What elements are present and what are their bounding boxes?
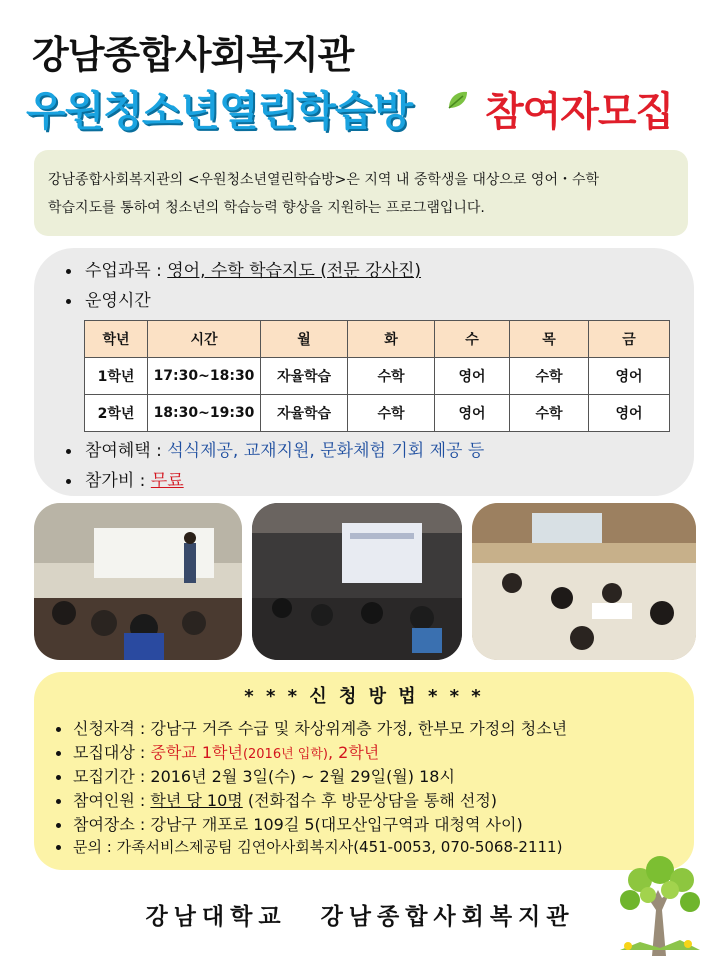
subject-value: 영어, 수학 학습지도 (전문 강사진)	[167, 261, 422, 281]
study-photo	[472, 503, 696, 660]
header-cell: 학년	[85, 321, 148, 358]
schedule-header-row	[85, 321, 670, 358]
target-grade-2: , 2학년	[327, 743, 380, 762]
target-grade-1: 중학교 1학년	[150, 743, 243, 762]
header-cell: 월	[261, 321, 348, 358]
header-cell: 금	[589, 321, 670, 358]
program-info-box	[34, 248, 694, 496]
footer-welfare-center: 강남종합사회복지관	[320, 904, 575, 930]
count-row	[56, 788, 497, 811]
org-title: 강남종합사회복지관	[32, 33, 354, 77]
schedule-table	[84, 320, 670, 432]
period-label: 모집기간 :	[73, 767, 151, 786]
intro-line-2: 학습지도를 통하여 청소년의 학습능력 향상을 지원하는 프로그램입니다.	[48, 200, 485, 216]
place-row	[56, 812, 523, 835]
benefit-row	[66, 436, 484, 461]
contact-row	[56, 836, 562, 857]
hours-label: 운영시간	[85, 291, 151, 311]
leaf-icon	[445, 88, 471, 114]
fee-label: 참가비 :	[85, 471, 151, 491]
place-value: 강남구 개포로 109길 5(대모산입구역과 대청역 사이)	[150, 815, 523, 834]
fee-row	[66, 466, 184, 491]
target-row	[56, 740, 379, 763]
benefit-value: 석식제공, 교재지원, 문화체험 기회 제공 등	[167, 441, 485, 461]
header-cell: 목	[510, 321, 589, 358]
table-row	[85, 358, 670, 395]
benefit-label: 참여혜택 :	[85, 441, 168, 461]
count-value: 학년 당 10명	[150, 791, 243, 810]
table-cell: 17:30~18:30	[148, 358, 261, 395]
table-cell: 수학	[510, 395, 589, 432]
table-cell: 18:30~19:30	[148, 395, 261, 432]
header-cell: 수	[435, 321, 510, 358]
footer-university: 강남대학교	[145, 904, 287, 930]
fee-value: 무료	[150, 471, 184, 491]
tree-icon	[600, 850, 716, 956]
header-cell: 화	[348, 321, 435, 358]
application-title: * * * 신 청 방 법 * * *	[244, 686, 484, 707]
place-label: 참여장소 :	[73, 815, 151, 834]
table-cell: 수학	[348, 358, 435, 395]
classroom-photo	[34, 503, 242, 660]
table-cell: 영어	[435, 395, 510, 432]
table-cell: 영어	[589, 358, 670, 395]
application-box	[34, 672, 694, 870]
header-cell: 시간	[148, 321, 261, 358]
eligibility-row	[56, 716, 567, 739]
hours-row	[66, 286, 151, 311]
subject-label: 수업과목 :	[85, 261, 168, 281]
table-cell: 자율학습	[261, 358, 348, 395]
table-row	[85, 395, 670, 432]
count-note: (전화접수 후 방문상담을 통해 선정)	[242, 791, 498, 810]
contact-value: 가족서비스제공팀 김연아사회복지사(451-0053, 070-5068-2111)	[116, 838, 563, 856]
table-cell: 1학년	[85, 358, 148, 395]
table-cell: 수학	[510, 358, 589, 395]
table-cell: 영어	[589, 395, 670, 432]
period-row	[56, 764, 455, 787]
table-cell: 수학	[348, 395, 435, 432]
table-cell: 영어	[435, 358, 510, 395]
intro-text	[48, 166, 674, 222]
table-cell: 자율학습	[261, 395, 348, 432]
table-cell: 2학년	[85, 395, 148, 432]
recruit-title: 참여자모집	[485, 89, 674, 135]
target-year-note: (2016년 입학)	[242, 747, 328, 762]
intro-box	[34, 150, 688, 236]
subject-row	[66, 256, 421, 281]
contact-label: 문의 :	[73, 838, 117, 856]
period-value: 2016년 2월 3일(수) ~ 2월 29일(월) 18시	[150, 767, 455, 786]
intro-line-1: 강남종합사회복지관의 <우원청소년열린학습방>은 지역 내 중학생을 대상으로 영어・수학	[48, 172, 600, 188]
target-label: 모집대상 :	[73, 743, 151, 762]
count-label: 참여인원 :	[73, 791, 151, 810]
program-title: 우원청소년열린학습방	[26, 87, 413, 135]
eligibility-label: 신청자격 :	[73, 719, 151, 738]
presentation-photo	[252, 503, 462, 660]
eligibility-value: 강남구 거주 수급 및 차상위계층 가정, 한부모 가정의 청소년	[150, 719, 568, 738]
